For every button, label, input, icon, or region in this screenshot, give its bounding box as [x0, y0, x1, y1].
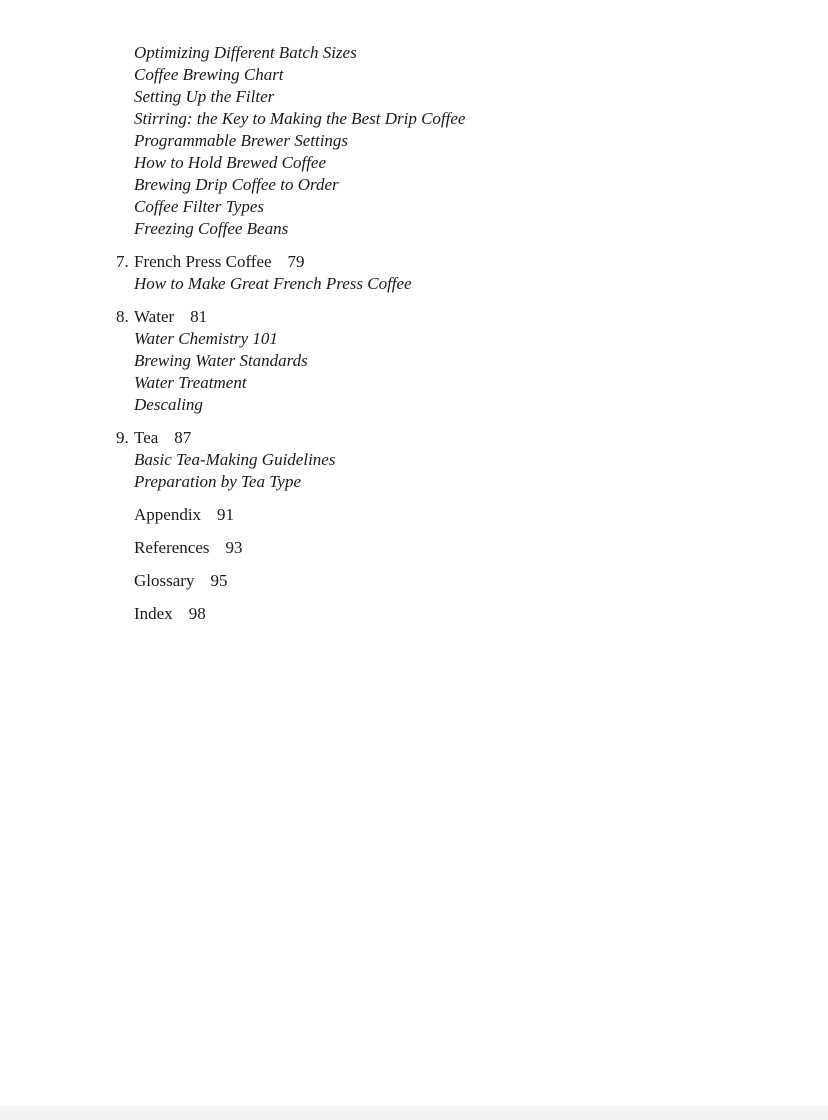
chapter-page-number: 81 — [190, 307, 208, 326]
toc-chapter-7[interactable] — [0, 251, 828, 273]
toc-section[interactable]: Descaling — [134, 395, 203, 414]
toc-glossary[interactable] — [0, 570, 828, 592]
toc-references[interactable] — [0, 537, 828, 559]
back-matter-title: References — [134, 538, 210, 557]
toc-section[interactable]: Brewing Drip Coffee to Order — [134, 175, 339, 194]
chapter-page-number: 87 — [174, 428, 192, 447]
chapter-title: French Press Coffee — [134, 252, 272, 271]
back-matter-title: Index — [134, 604, 173, 623]
chapter-title: Tea — [134, 428, 159, 447]
toc-section[interactable]: How to Make Great French Press Coffee — [134, 274, 412, 293]
chapter-number: 8. — [116, 307, 129, 326]
toc-section[interactable]: Programmable Brewer Settings — [134, 131, 349, 150]
toc-chapter-8[interactable] — [0, 306, 828, 328]
toc-section[interactable]: Basic Tea-Making Guidelines — [134, 450, 336, 469]
chapter-number: 7. — [116, 252, 129, 271]
back-matter-title: Appendix — [134, 505, 202, 524]
toc-appendix[interactable] — [0, 504, 828, 526]
toc-section[interactable]: Freezing Coffee Beans — [134, 219, 289, 238]
back-matter-page-number: 93 — [225, 538, 243, 557]
toc-section[interactable]: Brewing Water Standards — [134, 351, 308, 370]
toc-index[interactable] — [0, 603, 828, 625]
chapter-page-number: 79 — [287, 252, 305, 271]
toc-section[interactable]: Coffee Filter Types — [134, 197, 264, 216]
toc-section[interactable]: Coffee Brewing Chart — [134, 65, 284, 84]
back-matter-page-number: 91 — [217, 505, 235, 524]
chapter-number: 9. — [116, 428, 129, 447]
page-bottom-edge — [0, 1106, 828, 1120]
table-of-contents — [0, 42, 828, 625]
toc-section[interactable]: Stirring: the Key to Making the Best Drip Coffee — [134, 109, 466, 128]
toc-section[interactable]: Setting Up the Filter — [134, 87, 275, 106]
back-matter-title: Glossary — [134, 571, 195, 590]
toc-chapter-9[interactable] — [0, 427, 828, 449]
toc-section[interactable]: Water Chemistry 101 — [134, 329, 278, 348]
toc-section[interactable]: Optimizing Different Batch Sizes — [134, 43, 357, 62]
toc-section[interactable]: Preparation by Tea Type — [134, 472, 301, 491]
toc-section[interactable]: How to Hold Brewed Coffee — [134, 153, 327, 172]
back-matter-page-number: 95 — [210, 571, 228, 590]
chapter-title: Water — [134, 307, 175, 326]
toc-section[interactable]: Water Treatment — [134, 373, 247, 392]
back-matter-page-number: 98 — [188, 604, 206, 623]
